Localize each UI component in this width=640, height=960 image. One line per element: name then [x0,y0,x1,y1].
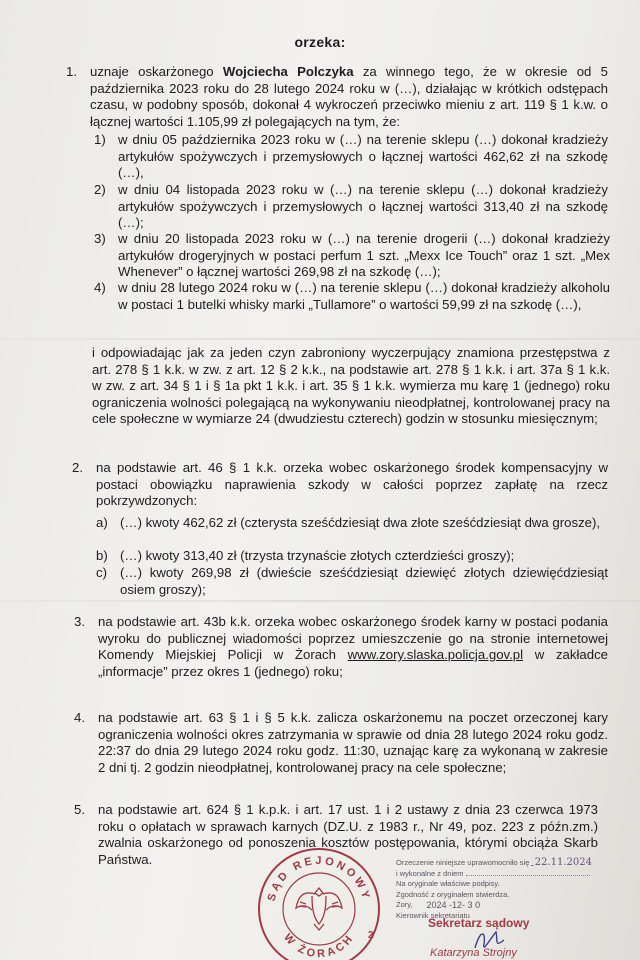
item-number: 5. [74,802,85,817]
accused-name: Wojciecha Polczyka [222,64,354,79]
legal-validity-certification [396,858,592,921]
sub-letter: a) [96,515,108,530]
item-1-intro [90,64,608,130]
sub-number: 1) [94,132,106,147]
clerk-name: Katarzyna Strojny [430,947,517,959]
svg-text:W ŻORACH [281,932,357,960]
eagle-emblem-icon [296,888,342,930]
item-4-text: na podstawie art. 63 § 1 i § 5 k.k. zalicza oskarżonemu na poczet orzeczonej kary ograniczenia wolności okres zatrzymania w sprawie od dnia 28 lutego 2024 roku godz. 22:37 do dnia 29 lutego 2024 roku godz. 11:30, uznając karę za wykonaną w zakresie 2 dni tj. 2 godzin nieodpłatnej, kontrolowanej pracy na cele społeczne; [98,710,608,775]
seal-number: 2 [368,930,374,941]
seal-text-bottom: W ŻORACH [281,931,357,960]
sub-number: 4) [94,280,106,295]
intro-text: uznaje oskarżonego [90,64,223,79]
item-number: 4. [74,710,85,725]
compensation-a: (…) kwoty 462,62 zł (czterysta sześćdziesiąt dwa złote sześćdziesiąt dwa grosze), [120,515,601,530]
item-5-text: na podstawie art. 624 § 1 k.p.k. i art. 17 ust. 1 i 2 ustawy z dnia 23 czerwca 1973 roku o opłatach w sprawach karnych (DZ.U. z 1983 r., Nr 49, poz. 223 z późn.zm.) zwalnia oskarżonego od ponoszenia kosztów postępowania, którymi obciąża Skarb Państwa. [98,802,598,867]
sub-number: 3) [94,231,106,246]
compensation-b: (…) kwoty 313,40 zł (trzysta trzynaście złotych czterdzieści groszy); [120,548,515,563]
cert-text: Orzeczenie niniejsze uprawomocniło się [396,858,530,867]
verdict-heading: orzeka: [294,34,346,50]
stamp-date: 2024 -12- 3 0 [426,900,481,910]
item-number: 2. [72,460,83,475]
offense-4: w dniu 28 lutego 2024 roku w (…) na terenie sklepu (…) dokonał kradzieży alkoholu w postaci 1 butelki whisky marki „Tullamore” o wartości 59,99 zł na szkodę (…), [118,280,610,312]
cert-text: Żory, [396,900,413,909]
clerk-title: Sekretarz sądowy [428,916,530,930]
cert-text: i wykonalne z dniem [396,868,464,878]
sub-letter: b) [96,548,108,563]
page-fold [0,338,640,340]
item-3-text [98,614,608,680]
cert-text: Kierownik sekretariatu [396,910,470,920]
offense-1: w dniu 05 października 2023 roku w (…) na terenie sklepu (…) dokonał kradzieży artykułów spożywczych i przemysłowych o łącznej wartości 462,62 zł na szkodę (…), [118,132,608,181]
item-number: 1. [66,64,77,79]
court-seal-icon [256,846,382,960]
police-website-link[interactable]: www.zory.slaska.policja.gov.pl [347,647,524,663]
item-number: 3. [74,614,85,629]
intro-text: za winnego tego, że w okresie od 5 października 2023 roku do 28 lutego 2024 roku w (…), działając w krótkich odstępach czasu, w podobny sposób, dokonał 4 wykroczeń przeciwko mieniu z art. 119 § 1 k.w. o łącznej wartości 1.105,99 zł polegających na tym, że: [90,64,608,129]
offense-2: w dniu 04 listopada 2023 roku w (…) na terenie sklepu (…) dokonał kradzieży artykułów spożywczych i przemysłowych o łącznej wartości 313,40 zł na szkodę (…); [118,182,608,231]
item-1-sentence: i odpowiadając jak za jeden czyn zabroniony wyczerpujący znamiona przestępstwa z art. 278 § 1 k.k. w zw. z art. 12 § 2 k.k., na podstawie art. 278 § 1 k.k. i art. 37a § 1 k.k. w zw. z art. 34 § 1 i § 1a pkt 1 k.k. i art. 35 § 1 k.k. wymierza mu karę 1 (jednego) roku ograniczenia wolności polegającą na wykonywaniu nieodpłatnej, kontrolowanej pracy na cele społeczne w wymiarze 24 (dwudziestu czterech) godzin w stosunku miesięcznym; [92,345,610,427]
item-3-body: na podstawie art. 43b k.k. orzeka wobec oskarżonego środek karny w postaci podania wyroku do publicznej wiadomości poprzez umieszczenie go na stronie internetowej Komendy Miejskiej Policji w Żorach [98,614,608,663]
page-fold [0,600,640,602]
sub-letter: c) [96,565,107,580]
seal-text-top: SĄD REJONOWY [265,854,373,903]
compensation-c: (…) kwoty 269,98 zł (dwieście sześćdziesiąt dziewięć złotych dziewięćdziesiąt osiem groszy); [120,565,608,597]
cert-text: Na oryginale właściwe podpisy. [396,879,500,888]
offense-3: w dniu 20 listopada 2023 roku w (…) na terenie drogerii (…) dokonał kradzieży artykułów drogeryjnych w postaci perfum 1 szt. „Mexx Ice Touch” oraz 1 szt. „Mex Whenever” o łącznej wartości 269,98 zł na szkodę (…); [118,231,610,280]
item-3-body: w zakładce „informacje” przez okres 1 (jednego) roku; [98,647,608,679]
handwritten-date: 22.11.2024 [534,857,592,868]
cert-text: Zgodność z oryginałem stwierdza. [396,889,510,899]
item-2-intro: na podstawie art. 46 § 1 k.k. orzeka wobec oskarżonego środek kompensacyjny w postaci obowiązku naprawienia szkody w całości poprzez zapłatę na rzecz pokrzywdzonych: [96,460,608,509]
sub-number: 2) [94,182,106,197]
